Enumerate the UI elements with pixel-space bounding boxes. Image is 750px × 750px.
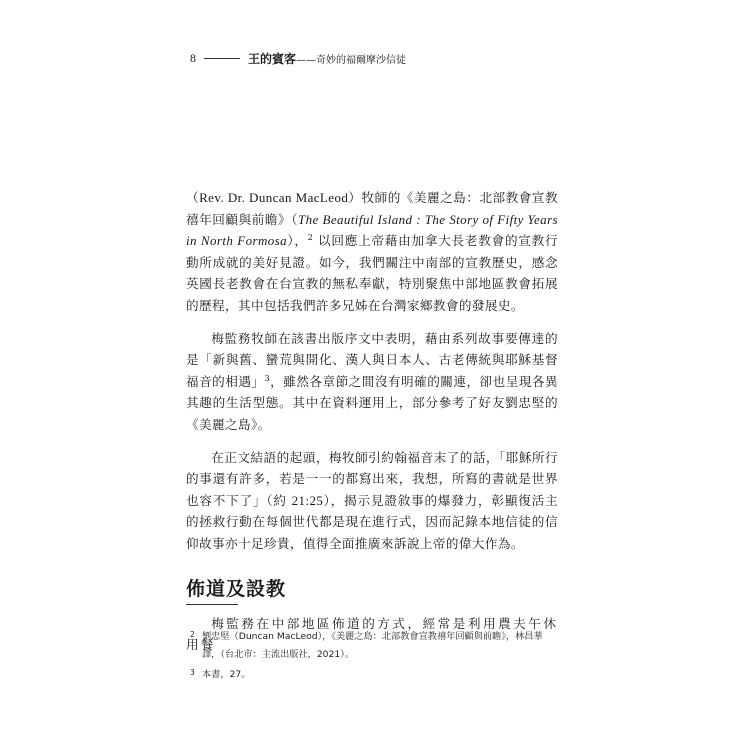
- p1-text-1: ）牧師的《美麗之島：北部教會宣教禧年回顧與前瞻》（: [186, 190, 558, 227]
- running-header: [190, 50, 406, 67]
- p1-text-3: 以回應上帝藉由加拿大長老教會的宣教行動所成就的美好見證。如今，我們關注中南部的宣教歷史，感念英國長老教會在台宣教的無私奉獻，特別聚焦中部地區教會拓展的歷程，其中包括我們許多兄姊在台灣家鄉教會的發展史。: [186, 233, 558, 313]
- book-title: 王的賓客: [248, 52, 297, 66]
- author-english-name: Rev. Dr. Duncan MacLeod: [199, 190, 349, 205]
- english-book-title: The Beautiful Island : The Story of Fifty Years in North Formosa: [186, 211, 558, 249]
- paragraph-4: 梅監務在中部地區佈道的方式，經常是利用農夫午休用餐: [186, 615, 558, 653]
- page-number: 8: [190, 51, 196, 65]
- footnote-number: 3: [190, 668, 195, 677]
- section-heading: 佈道及設教: [186, 577, 287, 600]
- header-rule: [204, 58, 240, 59]
- paragraph-2: [186, 328, 558, 436]
- bible-verse-ref: 21:25: [291, 492, 324, 508]
- footnote-divider: [186, 604, 238, 605]
- footnote-ref-2[interactable]: 2: [307, 233, 314, 242]
- footnote-text: 劉忠堅（Duncan MacLeod），《美麗之島：北部教會宣教禧年回顧與前瞻》，林昌華譯，（台北市：主流出版社，2021）。: [202, 631, 543, 660]
- footnote-number: 2: [190, 630, 195, 639]
- p1-text-2: ），: [287, 233, 308, 249]
- p2-text-1: 梅監務牧師在該書出版序文中表明，藉由系列故事要傳達的是「新與舊、蠻荒與開化、漢人與日本人、古老傳統與耶穌基督福音的相遇」: [186, 330, 558, 389]
- p1-open: （: [186, 190, 200, 205]
- book-subtitle: ——奇妙的福爾摩沙信徒: [296, 55, 407, 66]
- p3-text-1: 在正文結語的起頭，梅牧師引約翰福音末了的話，「耶穌所行的事還有許多，若是一一的都寫出來，我想，所寫的書就是世界也容不下了」（約: [186, 449, 558, 508]
- p2-text-2: ，雖然各章節之間沒有明確的關連，卻也呈現各異其趣的生活型態。其中在資料運用上，部分參考了好友劉忠堅的《美麗之島》。: [186, 373, 558, 432]
- paragraph-3: [186, 447, 558, 555]
- footnotes: [186, 628, 558, 684]
- paragraph-1: [186, 187, 558, 317]
- footnote-2: [186, 628, 558, 664]
- footnote-text: 本書，27。: [202, 669, 251, 680]
- body-text: [186, 187, 558, 667]
- footnote-3: [186, 666, 558, 684]
- footnote-ref-3[interactable]: 3: [264, 373, 271, 383]
- p3-text-2: ），揭示見證敘事的爆發力，彰顯復活主的拯救行動在每個世代都是現在進行式，因而記錄本地信徒的信仰故事亦十足珍貴，值得全面推廣來訴說上帝的偉大作為。: [186, 492, 558, 551]
